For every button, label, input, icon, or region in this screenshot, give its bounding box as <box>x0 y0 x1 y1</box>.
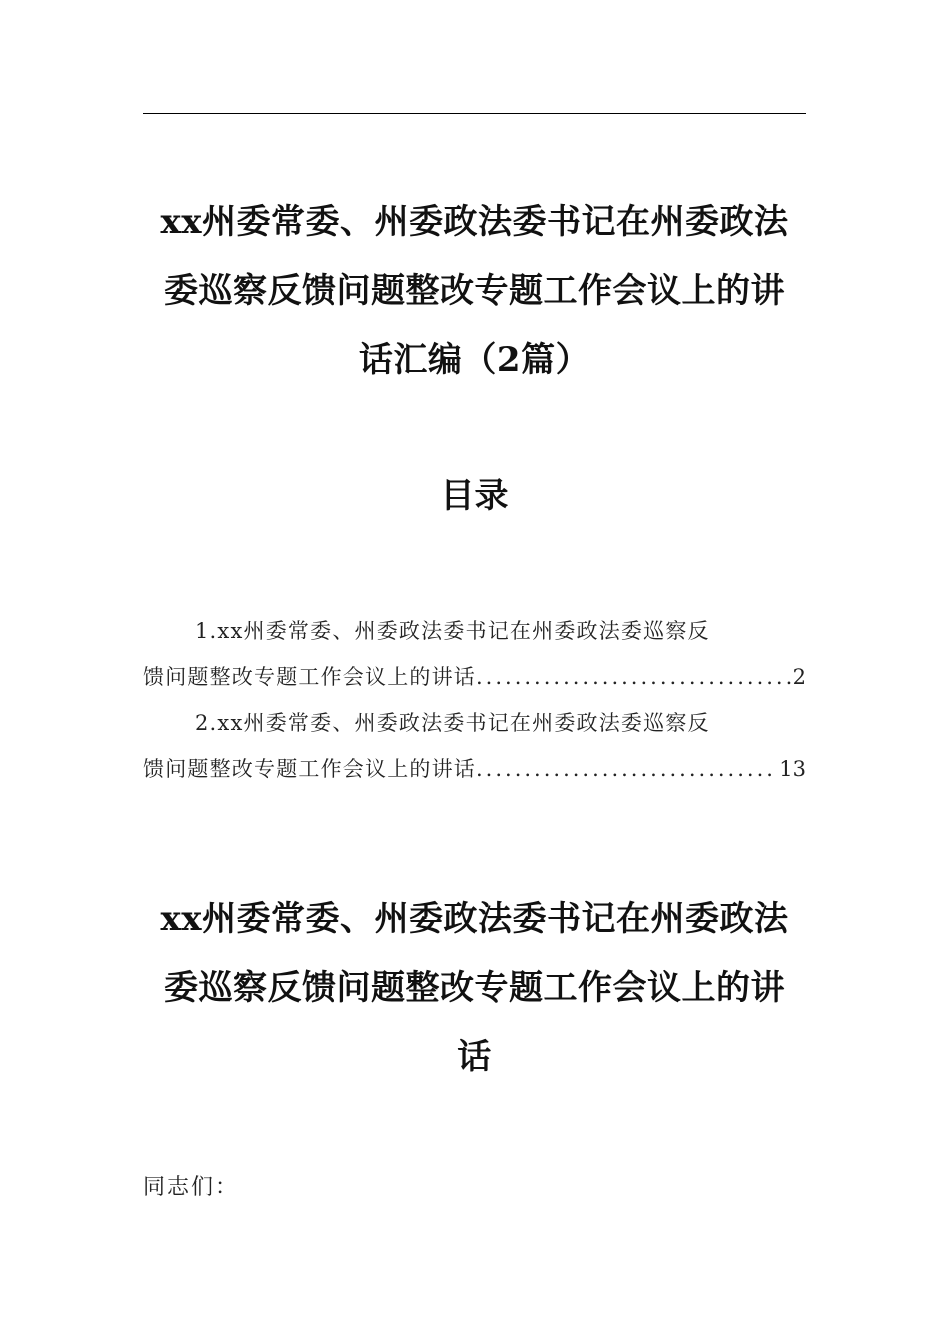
toc-entry-2[interactable] <box>143 700 806 792</box>
toc-page-number: 2 <box>792 665 806 689</box>
greeting-text: 同志们： <box>143 1175 240 1200</box>
toc-entry-text-line1: 1.xx州委常委、州委政法委书记在州委政法委巡察反 <box>195 619 710 643</box>
toc-leader-dots <box>476 746 777 792</box>
toc-entry-text-line2: 馈问题整改专题工作会议上的讲话 <box>143 757 476 781</box>
document-title <box>143 188 806 395</box>
title-line-1: xx州委常委、州委政法委书记在州委政法 <box>160 202 789 242</box>
toc-entry-text-line1: 2.xx州委常委、州委政法委书记在州委政法委巡察反 <box>195 711 710 735</box>
toc-heading: 目录 <box>440 476 509 516</box>
section-title-line-2: 委巡察反馈问题整改专题工作会议上的讲 <box>164 968 785 1008</box>
section-title <box>143 885 806 1092</box>
table-of-contents <box>143 608 806 792</box>
title-line-2: 委巡察反馈问题整改专题工作会议上的讲 <box>164 271 785 311</box>
toc-entry-1[interactable] <box>143 608 806 700</box>
toc-entry-text-line2: 馈问题整改专题工作会议上的讲话 <box>143 665 476 689</box>
section-title-line-3: 话 <box>457 1037 492 1077</box>
title-line-3: 话汇编（2篇） <box>358 340 591 380</box>
section-title-line-1: xx州委常委、州委政法委书记在州委政法 <box>160 899 789 939</box>
header-rule <box>143 113 806 114</box>
toc-page-number: 13 <box>779 757 806 781</box>
toc-leader-dots <box>476 654 791 700</box>
